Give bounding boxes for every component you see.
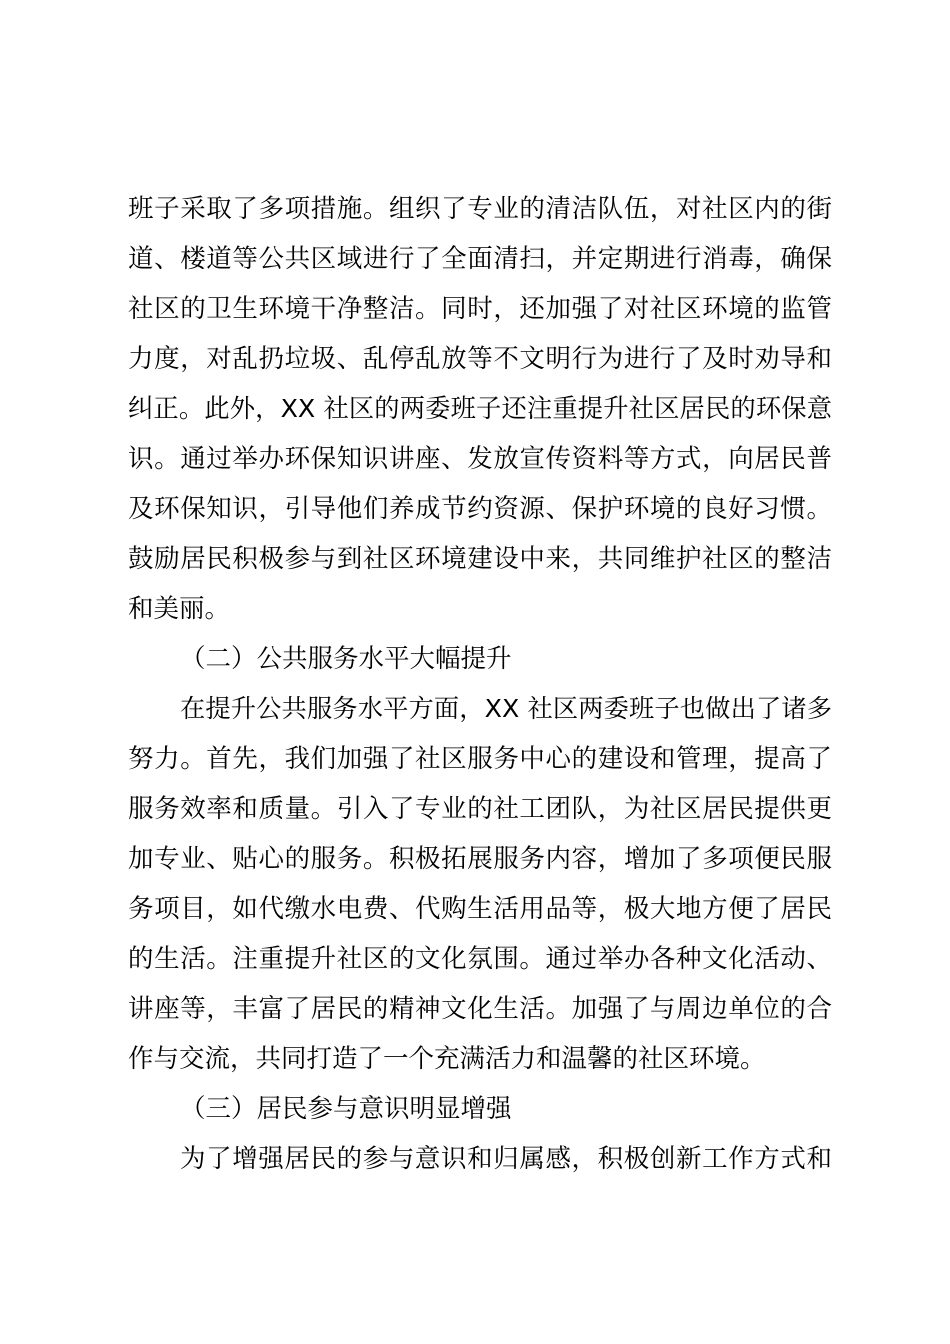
document-body [128, 184, 832, 1184]
paragraph-line: 在提升公共服务水平方面，XX 社区两委班子也做出了诸多 [180, 694, 832, 723]
paragraph-line: 讲座等，丰富了居民的精神文化生活。加强了与周边单位的合 [128, 994, 832, 1024]
paragraph-line: 务项目，如代缴水电费、代购生活用品等，极大地方便了居民 [128, 894, 832, 924]
paragraph-line: 服务效率和质量。引入了专业的社工团队，为社区居民提供更 [128, 794, 832, 824]
paragraph-line: 力度，对乱扔垃圾、乱停乱放等不文明行为进行了及时劝导和 [128, 344, 832, 374]
paragraph-line: 道、楼道等公共区域进行了全面清扫，并定期进行消毒，确保 [128, 244, 832, 274]
paragraph-line: 鼓励居民积极参与到社区环境建设中来，共同维护社区的整洁 [128, 544, 832, 574]
paragraph-line: 努力。首先，我们加强了社区服务中心的建设和管理，提高了 [128, 744, 832, 774]
paragraph-line: 识。通过举办环保知识讲座、发放宣传资料等方式，向居民普 [128, 444, 832, 474]
paragraph-line: 加专业、贴心的服务。积极拓展服务内容，增加了多项便民服 [128, 844, 832, 874]
paragraph-line: 作与交流，共同打造了一个充满活力和温馨的社区环境。 [128, 1044, 766, 1074]
paragraph-line: 的生活。注重提升社区的文化氛围。通过举办各种文化活动、 [128, 944, 832, 974]
paragraph-line: 为了增强居民的参与意识和归属感，积极创新工作方式和 [180, 1144, 832, 1174]
paragraph-line: 及环保知识，引导他们养成节约资源、保护环境的良好习惯。 [128, 494, 832, 524]
paragraph-line: 纠正。此外，XX 社区的两委班子还注重提升社区居民的环保意 [128, 394, 832, 423]
paragraph-line: 班子采取了多项措施。组织了专业的清洁队伍，对社区内的街 [128, 194, 832, 224]
paragraph-line: 社区的卫生环境干净整洁。同时，还加强了对社区环境的监管 [128, 294, 832, 324]
section-heading: （二）公共服务水平大幅提升 [180, 644, 512, 674]
section-heading: （三）居民参与意识明显增强 [180, 1094, 512, 1124]
paragraph-line: 和美丽。 [128, 594, 231, 624]
